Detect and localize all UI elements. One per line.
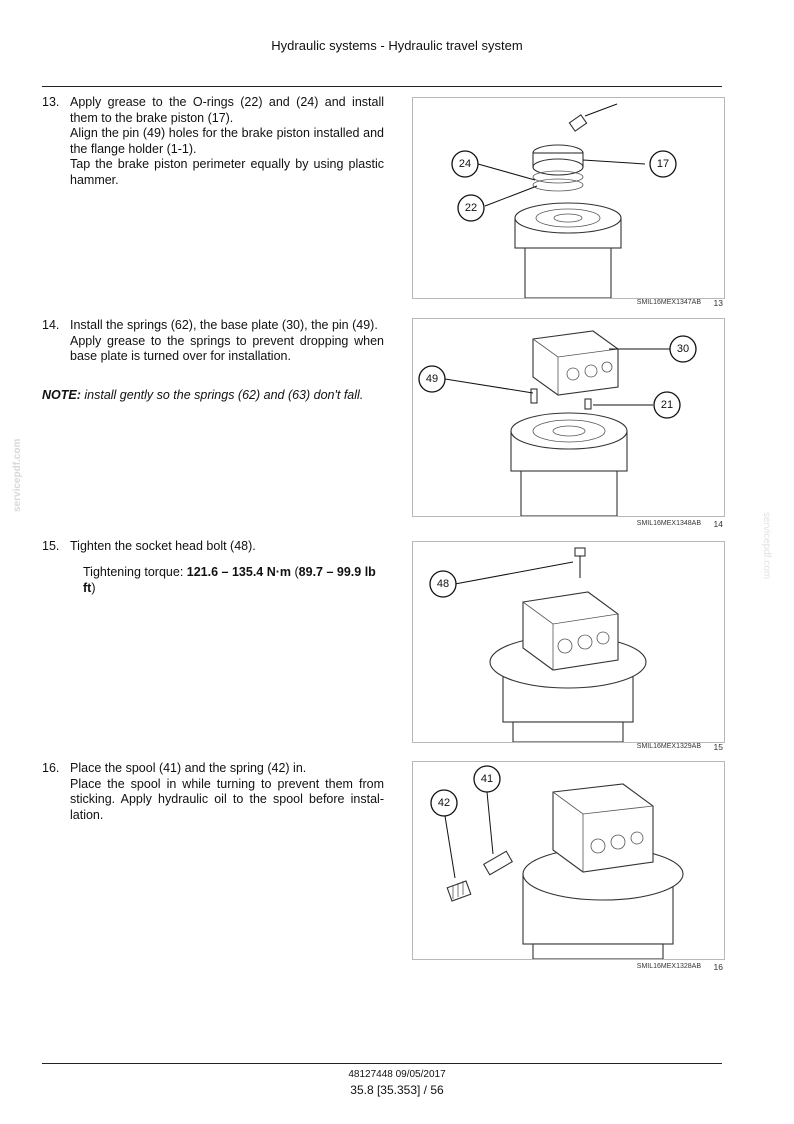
step-body	[70, 539, 384, 596]
figure-14	[412, 318, 725, 517]
note-text: install gently so the springs (62) and (63) don't fall.	[80, 388, 364, 402]
brake-piston-illustration	[533, 145, 583, 191]
footer-rule	[42, 1063, 722, 1064]
step-paragraph: Place the spool (41) and the spring (42) in.	[70, 761, 307, 775]
step-14	[42, 318, 384, 365]
svg-text:30: 30	[676, 343, 690, 355]
step-number: 15.	[42, 539, 60, 553]
tightening-torque-spec	[70, 564, 384, 596]
svg-text:48: 48	[436, 578, 450, 590]
svg-text:49: 49	[425, 373, 439, 385]
figure-code: SMIL16MEX1348AB	[636, 520, 701, 527]
svg-text:24: 24	[458, 158, 472, 170]
callout-42	[431, 790, 457, 816]
torque-imperial: 89.7 – 99.9 lb ft	[83, 564, 376, 595]
callout-17	[650, 151, 676, 177]
page-header-title: Hydraulic systems - Hydraulic travel system	[271, 38, 523, 53]
step-paragraph: Apply grease to the O-rings (22) and (24) and install them to the brake piston (17).	[70, 95, 384, 125]
hammer-illustration	[569, 104, 617, 131]
figure-number: 14	[713, 519, 723, 529]
step-paragraph: Place the spool in while turning to prevent them from sticking. Apply hydraulic oil to the spool before instal-lation.	[70, 776, 384, 822]
step-number: 16.	[42, 761, 60, 775]
step-paragraph: Apply grease to the springs to prevent dropping when base plate is turned over for installation.	[70, 333, 384, 363]
step-body	[70, 761, 384, 823]
figure-13	[412, 97, 725, 299]
watermark-right: servicepdf.com	[761, 512, 772, 580]
step-13	[42, 95, 384, 188]
torque-label: Tightening torque:	[83, 564, 187, 579]
step-paragraph: Install the springs (62), the base plate (30), the pin (49).	[70, 318, 378, 332]
footer-page-number: 35.8 [35.353] / 56	[350, 1083, 444, 1097]
spring-illustration	[447, 881, 471, 901]
step-paragraph: Tap the brake piston perimeter equally by using plastic hammer.	[70, 157, 384, 187]
step-paragraph: Tighten the socket head bolt (48).	[70, 539, 256, 553]
step-15	[42, 539, 384, 596]
callout-48	[430, 571, 456, 597]
figure-number: 15	[713, 742, 723, 752]
svg-text:21: 21	[660, 399, 674, 411]
step-number: 14.	[42, 318, 60, 332]
figure-16	[412, 761, 725, 960]
footer-doc-number: 48127448 09/05/2017	[348, 1069, 446, 1080]
base-plate-illustration	[533, 331, 618, 395]
svg-text:17: 17	[656, 158, 670, 170]
callout-21	[654, 392, 680, 418]
spring-illustration	[585, 399, 591, 409]
step-body	[70, 95, 384, 188]
callout-41	[474, 766, 500, 792]
pin-illustration	[531, 389, 537, 403]
socket-head-bolt-illustration	[575, 548, 585, 578]
callout-49	[419, 366, 445, 392]
step-14-note	[42, 388, 387, 402]
torque-value: 121.6 – 135.4 N·m	[186, 564, 292, 579]
step-paragraph: Align the pin (49) holes for the brake piston installed and the flange holder (1-1).	[70, 126, 384, 156]
step-body	[70, 318, 384, 365]
step-16	[42, 761, 384, 823]
callout-30	[670, 336, 696, 362]
torque-paren-close: )	[91, 580, 96, 595]
motor-assembly-illustration	[523, 784, 683, 959]
watermark-left: servicepdf.com	[12, 438, 23, 512]
figure-code: SMIL16MEX1329AB	[636, 743, 701, 750]
svg-text:42: 42	[437, 797, 451, 809]
header-rule	[42, 86, 722, 87]
note-label: NOTE:	[42, 388, 81, 402]
motor-housing-illustration	[515, 203, 621, 298]
figure-15	[412, 541, 725, 743]
callout-22	[458, 195, 484, 221]
svg-text:41: 41	[480, 773, 494, 785]
step-number: 13.	[42, 95, 60, 109]
svg-text:22: 22	[464, 202, 478, 214]
torque-paren-open: (	[291, 564, 299, 579]
figure-number: 13	[713, 298, 723, 308]
spool-illustration	[484, 851, 513, 874]
figure-number: 16	[713, 962, 723, 972]
motor-assembly-illustration	[490, 592, 646, 742]
callout-24	[452, 151, 478, 177]
figure-code: SMIL16MEX1347AB	[636, 299, 701, 306]
figure-code: SMIL16MEX1328AB	[636, 963, 701, 970]
motor-housing-illustration	[511, 413, 627, 516]
